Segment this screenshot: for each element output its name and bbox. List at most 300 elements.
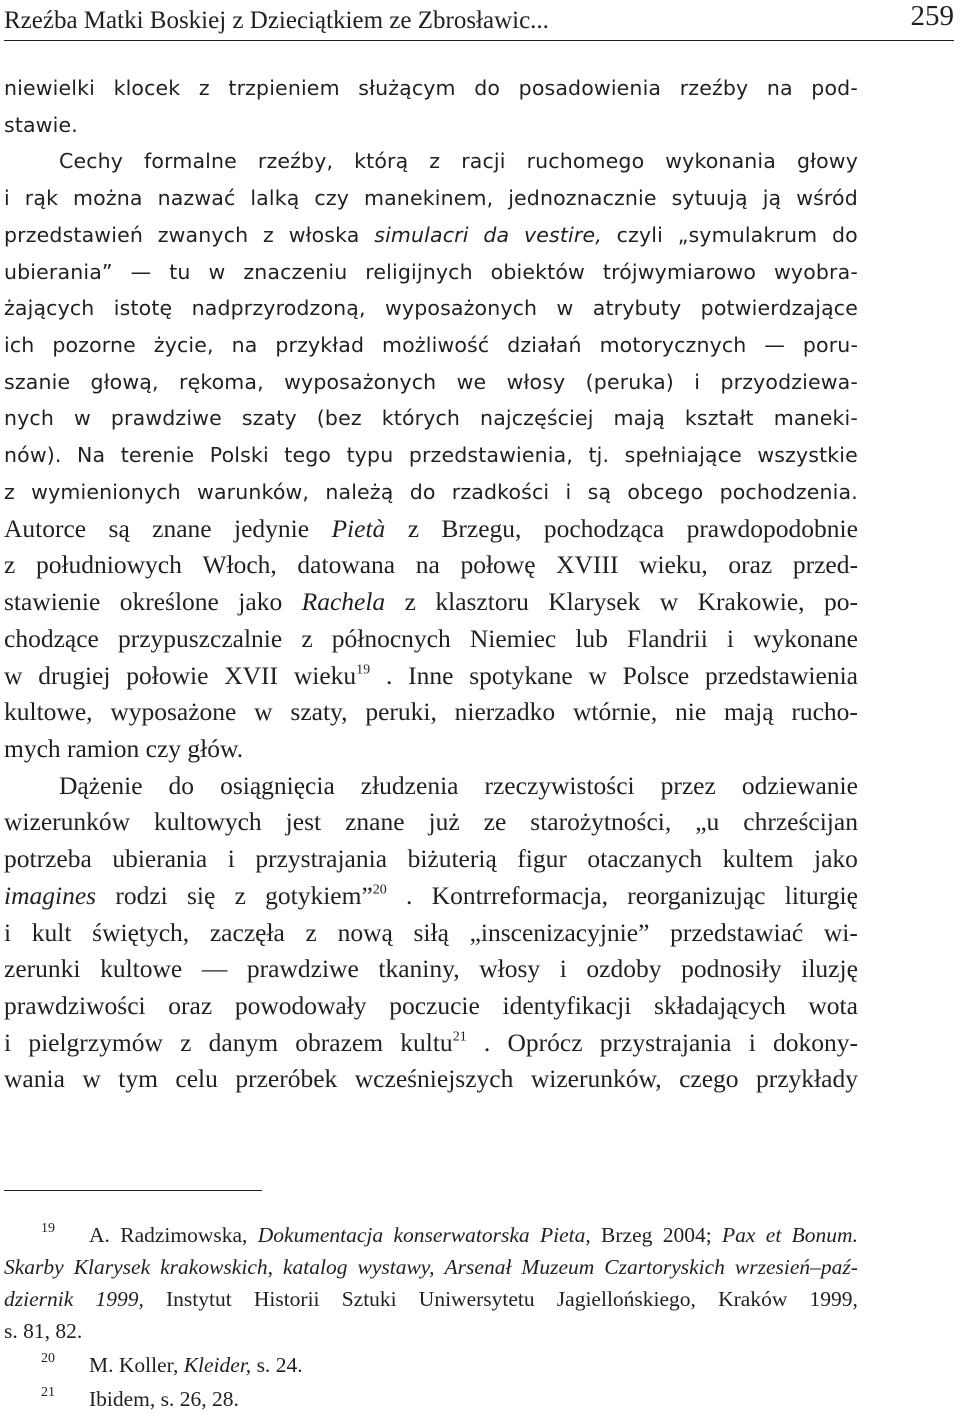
word: nadprzyrodzoną, [191,296,366,321]
word: z [429,149,441,174]
word: prawdziwe [110,406,222,431]
word: przedstawienia, [408,443,574,468]
word: przedstawienia [705,660,858,690]
word: prawdopodobnie [686,513,858,543]
word: odziewanie [741,770,858,800]
word: nową [337,917,393,947]
word: rzeźby, [257,149,334,174]
word: reorganizując [627,880,766,910]
word: jako [238,587,283,617]
word: określone [119,587,219,617]
word: datowana [297,550,396,580]
footnote-text [89,1219,858,1251]
word: znane [152,513,212,543]
word: wtórnie, [572,697,658,727]
word: nazwać [157,186,236,211]
word: świętych, [92,917,190,947]
word: czego [679,1064,739,1094]
text-line [4,694,858,731]
word: tym [118,1064,158,1094]
word: pochodzenia. [719,479,858,504]
text-line [4,437,858,474]
word: nów). [4,443,62,468]
word: Muzeum [521,1255,595,1279]
word: w [73,406,91,431]
word: da [483,222,510,247]
word: wyposażone [110,697,237,727]
word: „u [695,807,720,837]
word: włosy [506,369,566,394]
word: działań [507,333,582,358]
footnote-number: 19 [41,1221,55,1236]
word: przez [660,770,716,800]
word: przeróbek [235,1064,338,1094]
word: czy [145,733,182,763]
footnote-ref: 19 [356,661,371,677]
word: danym [208,1027,279,1057]
word: przed- [792,550,858,580]
word: Kleider, [183,1353,252,1377]
word: mych [4,733,61,763]
word: et [765,1223,782,1247]
word: . [483,1027,491,1057]
word: (peruka) [585,369,674,394]
text-line [4,731,858,768]
word: terenie [120,443,195,468]
word: tego [284,443,332,468]
word: we [456,369,487,394]
word: manekinem, [363,186,494,211]
word: nie [675,697,707,727]
word: jedynie [234,513,310,543]
text-line [4,804,858,841]
word: podnosiły [681,954,782,984]
word: południowych [35,550,182,580]
word: Autorce [4,513,87,543]
word: niewielki [4,76,95,100]
word: — [764,333,785,358]
word: w [82,1064,101,1094]
word: rzeczywistości [484,770,635,800]
word: potrzeba [4,844,92,874]
word: szanie [4,369,71,394]
word: ubierania [112,844,208,874]
text-line [4,400,858,437]
text-line [4,1025,858,1062]
word: pielgrzymów [28,1027,163,1057]
word: oraz [728,550,773,580]
word: trzpieniem [228,76,340,100]
footnote-line [4,1383,858,1415]
word: figur [517,844,567,874]
word: 28. [212,1387,239,1411]
footnote-line [4,1283,858,1315]
text-line [4,107,858,144]
word: złudzenia [360,770,459,800]
word: rucho- [791,697,858,727]
word: do [474,76,501,100]
word: północnych [331,623,451,653]
word: biżuterią [407,844,497,874]
text-line [4,841,858,878]
word: na [231,333,258,358]
word: głów. [187,733,244,763]
word: 1999, [809,1287,858,1311]
word: Dążenie [59,770,143,800]
word: przystrajania [255,844,388,874]
word: Brzegu, [441,513,522,543]
word: i [565,479,572,504]
word: wieku, [639,550,708,580]
word: otaczanych [587,844,703,874]
word: Niemiec [469,623,557,653]
footnote-line [4,1219,858,1251]
word: i [694,369,701,394]
word: 24. [275,1353,303,1377]
word: w [4,660,23,690]
word: warunków, [197,479,310,504]
footnote-separator [4,1190,262,1191]
word: (bez [316,406,362,431]
word: poczucie [389,990,480,1020]
footnote-number: 20 [41,1351,55,1366]
word: połowę [460,550,536,580]
word: peruki, [365,697,437,727]
word: ją [762,186,782,211]
word: istotę [113,296,173,321]
word: konserwatorska [393,1223,530,1247]
footnote-line [4,1349,858,1381]
word: kształt [684,406,754,431]
word: Radzimowska, [120,1223,248,1247]
page-number: 259 [910,0,954,32]
word: Pieta, [539,1223,591,1247]
word: wykonane [753,623,858,653]
word: do [409,479,436,504]
text-line [4,584,858,621]
word: wśród [796,186,858,211]
word: z [4,550,16,580]
word: przyodziewa- [720,369,858,394]
word: A. [89,1223,110,1247]
word: przykłady [756,1064,858,1094]
word: starożytności, [530,807,672,837]
word: rąk [24,186,59,211]
word: siłą [413,917,449,947]
word: możliwość [382,333,490,358]
text-line [4,621,858,658]
word: simulacri [374,222,469,247]
word: identyfikacji [502,990,632,1020]
word: pochodząca [543,513,665,543]
word: włoska [288,222,360,247]
word: maneki- [773,406,858,431]
word: Włoch, [202,550,277,580]
word: Dokumentacja [257,1223,384,1247]
word: czyli [616,222,663,247]
text-line [4,180,858,217]
word: z [404,587,416,617]
word: posadowienia [518,76,662,100]
word: chrześcijan [743,807,858,837]
word: znaczeniu [243,259,348,284]
word: Koller, [118,1353,179,1377]
text-line [4,327,858,364]
text-line [4,217,858,254]
text-line [4,878,858,915]
text-line [4,768,858,805]
word: przystrajania [599,1027,732,1057]
word: połowie [126,660,209,690]
word: kultu$^{21}$ [400,1027,467,1057]
word: vestire, [523,222,602,247]
word: i [748,1027,756,1057]
word: s. [160,1387,175,1411]
word: życie, [153,333,214,358]
word: wrzesień–paź- [734,1255,858,1279]
word: z [198,76,210,100]
word: formalne [144,149,237,174]
word: wota [808,990,858,1020]
word: Polski [209,443,269,468]
word: motorycznych [599,333,747,358]
word: Sztuki [341,1287,397,1311]
word: poru- [802,333,858,358]
footnote-ref: 20 [372,882,387,898]
word: obcego [627,479,704,504]
word: Inne [408,660,454,690]
word: w [588,660,607,690]
word: s. [4,1319,18,1343]
word: i [4,1027,12,1057]
word: klocek [113,76,181,100]
word: Rachela [301,587,386,617]
word: przykład [275,333,365,358]
word: pozorne [52,333,136,358]
word: wieku$^{19}$ [293,660,371,690]
word: . [385,660,393,690]
word: osiągnięcia [220,770,335,800]
word: pod- [811,76,858,100]
word: potwierdzające [700,296,858,321]
word: 82. [55,1319,83,1343]
word: Polsce [622,660,690,690]
word: powodowały [234,990,367,1020]
word: włosy [479,954,541,984]
word: gotykiem”$^{20}$ [265,880,387,910]
word: Pax [722,1223,756,1247]
word: XVIII [556,550,619,580]
word: z [234,880,246,910]
word: wyposażonych [284,369,437,394]
word: jest [285,807,322,837]
word: M. [89,1353,114,1377]
word: „symulakrum [677,222,818,247]
word: Klarysek [73,1255,151,1279]
word: chodzące [4,623,99,653]
word: stawienie [4,587,101,617]
word: Skarby [4,1255,64,1279]
word: przypuszczalnie [117,623,283,653]
word: szaty, [290,697,348,727]
word: Arsenał [444,1255,512,1279]
text-line [4,988,858,1025]
word: katalog [282,1255,348,1279]
word: najczęściej [480,406,594,431]
word: Brzeg [601,1223,653,1247]
word: można [73,186,143,211]
word: stawie. [4,112,78,137]
word: na [415,550,440,580]
word: atrybuty [592,296,682,321]
text-line [4,290,858,327]
word: składających [654,990,786,1020]
word: oraz [168,990,213,1020]
word: po- [823,587,858,617]
word: Jagiellońskiego, [556,1287,696,1311]
word: Ibidem, [89,1387,156,1411]
word: wyposażonych [385,296,538,321]
word: Flandrii [627,623,708,653]
footnote-ref: 21 [452,1029,467,1045]
word: kult [31,917,72,947]
word: do [832,222,858,247]
word: dokony- [773,1027,858,1057]
word: liturgię [784,880,858,910]
word: zerunki [4,954,81,984]
word: XVII [224,660,279,690]
word: znane [345,807,405,837]
word: 81, [23,1319,50,1343]
word: trójwymiarowo [602,259,757,284]
word: rzadkości [451,479,550,504]
word: w [208,259,226,284]
word: iluzję [801,954,858,984]
word: w [254,697,273,727]
word: Klarysek [548,587,641,617]
word: wszystkie [757,443,858,468]
word: na [766,76,793,100]
text-line [4,915,858,952]
word: kultem [722,844,794,874]
text-line [4,143,858,180]
word: wizerunków, [530,1064,662,1094]
word: drugiej [38,660,111,690]
word: sytuują [671,186,748,211]
word: „inscenizacyjnie” [469,917,650,947]
word: szaty [241,406,297,431]
word: Cechy [59,149,124,174]
word: i [559,954,567,984]
word: się [186,880,216,910]
word: mają [613,406,665,431]
word: tu [169,259,191,284]
word: ze [483,807,507,837]
footnote-line [4,1251,858,1283]
word: i [227,844,235,874]
word: Oprócz [507,1027,583,1057]
word: których [381,406,461,431]
word: z [305,917,317,947]
word: — [130,259,152,284]
word: wizerunków [4,807,131,837]
word: jako [813,844,858,874]
word: są [108,513,130,543]
word: Uniwersytetu [418,1287,535,1311]
footnotes [4,1219,858,1415]
text-line [4,474,858,511]
word: religijnych [365,259,473,284]
word: i [4,917,12,947]
word: klasztoru [435,587,529,617]
word: 2004; [662,1223,712,1247]
word: obrazem [295,1027,384,1057]
word: z [4,479,15,504]
word: przedstawiać [670,917,804,947]
word: spełniające [624,443,742,468]
word: do [168,770,195,800]
word: z [180,1027,192,1057]
word: ramion [67,733,140,763]
text-line [4,547,858,584]
word: dziernik [4,1287,74,1311]
word: Na [77,443,106,468]
word: zwanych [157,222,249,247]
word: w [556,296,574,321]
text-line [4,364,858,401]
word: Pietà [331,513,386,543]
word: tkaniny, [378,954,460,984]
word: Kraków [718,1287,788,1311]
word: imagines [4,880,97,910]
word: prawdziwości [4,990,146,1020]
word: Bonum. [791,1223,858,1247]
word: wymienionych [31,479,181,504]
word: wykonania [665,149,776,174]
word: wi- [823,917,858,947]
word: Kontrreformacja, [431,880,608,910]
word: przedstawień [4,222,143,247]
word: jednoznacznie [508,186,657,211]
word: Czartoryskich [604,1255,725,1279]
word: racji [461,149,506,174]
footnote-line [4,1315,858,1347]
word: rodzi [115,880,168,910]
word: i [4,186,10,211]
word: kultowych [154,807,262,837]
word: Historii [253,1287,320,1311]
word: już [428,807,460,837]
word: głową, [90,369,159,394]
word: 26, [179,1387,207,1411]
word: z [407,513,420,543]
word: wystawy, [357,1255,435,1279]
word: są [587,479,612,504]
word: należą [325,479,394,504]
text-line [4,254,858,291]
word: lub [575,623,608,653]
word: z [263,222,274,247]
running-title: Rzeźba Matki Boskiej z Dzieciątkiem ze Zbrosławic... [4,7,549,34]
text-line [4,658,858,695]
word: wania [4,1064,65,1094]
word: wyobra- [774,259,858,284]
text-line [4,1061,858,1098]
word: s. [256,1353,271,1377]
word: głowy [796,149,858,174]
word: prawdziwe [246,954,359,984]
word: mają [724,697,774,727]
